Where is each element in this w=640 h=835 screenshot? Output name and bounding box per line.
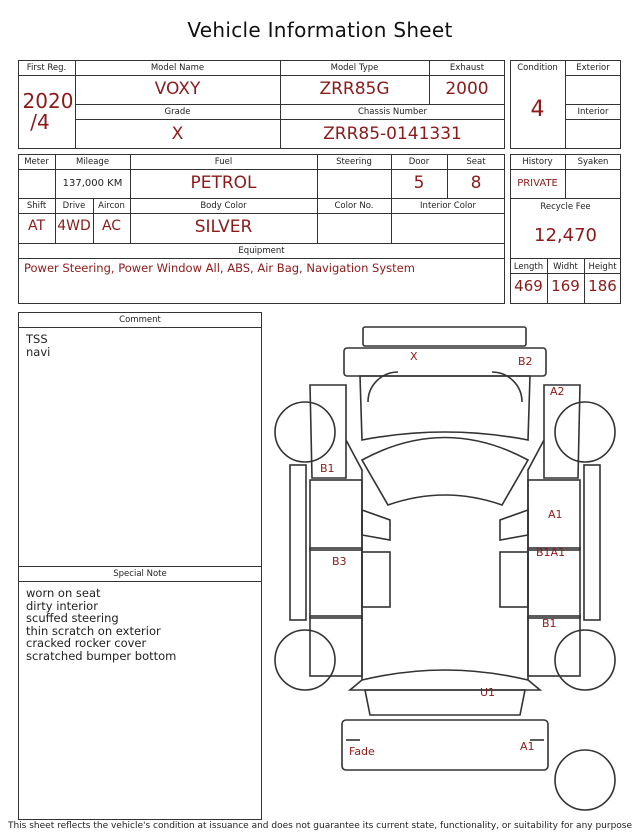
special-note-line: scuffed steering — [26, 611, 119, 626]
comment-text — [26, 333, 50, 358]
aircon-label: Aircon — [98, 201, 125, 211]
front-bumper — [344, 348, 546, 376]
exhaust-value: 2000 — [445, 79, 489, 99]
special-note-label: Special Note — [113, 569, 167, 579]
height-label: Height — [588, 262, 617, 272]
cabin-outline — [346, 440, 544, 690]
model-name-value: VOXY — [154, 79, 201, 99]
exhaust-label: Exhaust — [449, 63, 485, 73]
front-right-wheel — [555, 402, 615, 462]
grade-value: X — [171, 124, 184, 144]
rear-glass — [365, 690, 525, 715]
special-note-line: cracked rocker cover — [26, 636, 147, 651]
chassis-number-label: Chassis Number — [357, 107, 428, 117]
fuel-label: Fuel — [214, 157, 233, 167]
comment-line: navi — [26, 344, 51, 359]
interior-label: Interior — [577, 107, 609, 117]
color-no-label: Color No. — [334, 201, 374, 211]
seat-value: 8 — [470, 173, 482, 193]
special-note-line: thin scratch on exterior — [26, 623, 161, 638]
history-value: PRIVATE — [517, 178, 558, 189]
chassis-number-value: ZRR85-0141331 — [323, 124, 462, 144]
special-note-text — [26, 587, 176, 663]
width-label: Widht — [553, 262, 578, 272]
mileage-value: 137,000 KM — [62, 178, 123, 189]
special-note-line: scratched bumper bottom — [26, 648, 177, 663]
seat-label: Seat — [466, 157, 486, 167]
windshield — [362, 438, 528, 506]
length-value: 469 — [514, 277, 543, 295]
left-quarter — [310, 616, 362, 676]
damage-mark-right-rear-door: B1A1 — [536, 546, 566, 559]
damage-mark-right-front-door: A1 — [548, 508, 563, 521]
front-top-bar — [363, 327, 526, 346]
meter-label: Meter — [24, 157, 49, 167]
first-reg-label: First Reg. — [26, 63, 67, 73]
damage-mark-right-headlight: A2 — [550, 385, 565, 398]
disclaimer-footer: This sheet reflects the vehicle's condition at issuance and does not guarantee its current state, functionality, or suitability for any purpose — [7, 821, 633, 831]
exterior-label: Exterior — [576, 63, 610, 73]
damage-mark-rear-right: A1 — [520, 740, 535, 753]
first-reg-month: /4 — [30, 110, 50, 134]
shift-label: Shift — [26, 201, 47, 211]
equipment-value: Power Steering, Power Window All, ABS, Air Bag, Navigation System — [24, 261, 415, 275]
front-left-wheel — [275, 402, 335, 462]
comment-line: TSS — [26, 332, 48, 346]
syaken-label: Syaken — [577, 157, 609, 167]
left-front-door — [310, 480, 362, 550]
door-label: Door — [408, 157, 430, 167]
door-value: 5 — [413, 173, 425, 193]
height-value: 186 — [588, 277, 617, 295]
width-value: 169 — [551, 277, 580, 295]
damage-mark-right-rear-fender: B1 — [542, 617, 557, 630]
damage-mark-front-right-corner: B2 — [518, 355, 533, 368]
sheet-title: Vehicle Information Sheet — [187, 18, 453, 42]
special-note-line: dirty interior — [26, 598, 98, 613]
body-color-value: SILVER — [194, 217, 253, 237]
interior-color-label: Interior Color — [420, 201, 476, 211]
history-label: History — [522, 157, 553, 167]
drive-value: 4WD — [57, 218, 91, 234]
length-label: Length — [513, 262, 544, 272]
mileage-label: Mileage — [75, 157, 110, 167]
model-name-label: Model Name — [150, 63, 205, 73]
rear-right-wheel — [555, 630, 615, 690]
damage-mark-rear-glass: U1 — [480, 686, 496, 699]
equipment-label: Equipment — [238, 246, 285, 256]
rear-left-wheel — [275, 630, 335, 690]
comment-label: Comment — [119, 315, 161, 325]
steering-label: Steering — [336, 157, 372, 167]
recycle-fee-label: Recycle Fee — [540, 202, 591, 212]
model-type-label: Model Type — [330, 63, 379, 73]
damage-mark-left-front-fender: B1 — [320, 462, 335, 475]
model-type-value: ZRR85G — [319, 79, 390, 99]
fuel-value: PETROL — [190, 173, 257, 193]
car-damage-diagram — [270, 320, 620, 820]
first-reg-year: 2020 — [22, 89, 74, 113]
drive-label: Drive — [62, 201, 86, 211]
grade-label: Grade — [164, 107, 191, 117]
hood — [360, 376, 530, 440]
shift-value: AT — [27, 218, 46, 234]
condition-label: Condition — [517, 63, 558, 73]
damage-mark-left-rear-door: B3 — [332, 555, 347, 568]
damage-mark-rear-left: Fade — [349, 745, 375, 758]
recycle-fee-value: 12,470 — [534, 225, 597, 246]
condition-value: 4 — [530, 97, 545, 122]
spare-wheel — [555, 750, 615, 810]
aircon-value: AC — [101, 218, 122, 234]
body-color-label: Body Color — [200, 201, 247, 211]
special-note-line: worn on seat — [26, 586, 101, 600]
damage-mark-front-bumper: X — [410, 350, 418, 363]
